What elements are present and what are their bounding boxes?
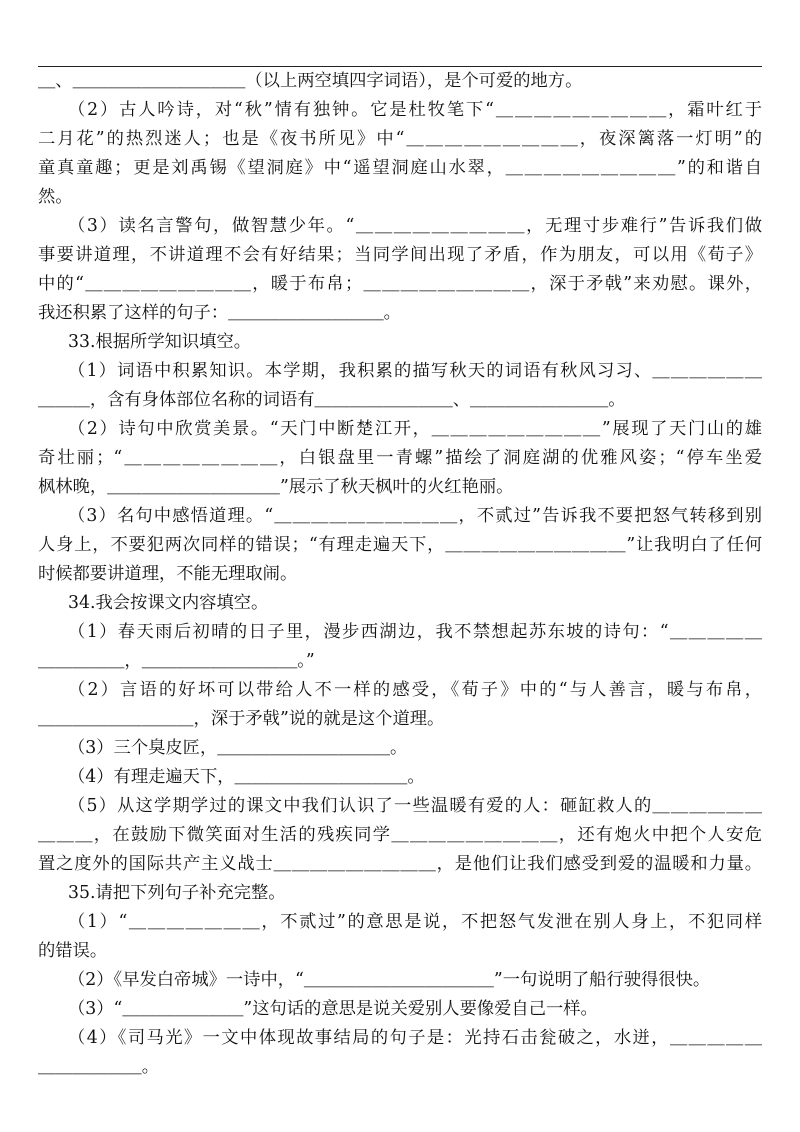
text-line: 枫林晚，＿＿＿＿＿＿＿＿＿＿”展示了秋天枫叶的火红艳丽。 bbox=[38, 477, 514, 497]
text-line: （2）古人吟诗，对“秋”情有独钟。它是杜牧笔下“＿＿＿＿＿＿＿＿＿，霜叶红于 bbox=[68, 100, 762, 120]
text-line: ＿＿＿＿＿＿＿＿＿，深于矛戟”说的就是这个道理。 bbox=[38, 709, 445, 729]
text-line: （3）读名言警句，做智慧少年。“＿＿＿＿＿＿＿＿＿，无理寸步难行”告诉我们做 bbox=[68, 216, 762, 236]
text-line: 童真童趣；更是刘禹锡《望洞庭》中“遥望洞庭山水翠，＿＿＿＿＿＿＿＿＿”的和谐自 bbox=[38, 158, 762, 178]
text-line: 奇壮丽；“＿＿＿＿＿＿＿＿，白银盘里一青螺”描绘了洞庭湖的优雅风姿；“停车坐爱 bbox=[38, 448, 762, 468]
header-rule bbox=[38, 66, 762, 67]
text-line: 人身上，不要犯两次同样的错误；“有理走遍天下，＿＿＿＿＿＿＿＿＿＿”让我明白了任何 bbox=[38, 535, 762, 555]
text-line: （1）词语中积累知识。本学期，我积累的描写秋天的词语有秋风习习、＿＿＿＿＿＿ bbox=[68, 361, 762, 381]
text-line: 然。 bbox=[38, 187, 73, 207]
text-line: （3）“＿＿＿＿＿＿＿”这句话的意思是说关爱别人要像爱自己一样。 bbox=[68, 999, 598, 1019]
text-line: 二月花”的热烈迷人；也是《夜书所见》中“＿＿＿＿＿＿＿＿＿，夜深篱落一灯明”的 bbox=[38, 129, 762, 149]
text-line: 置之度外的国际共产主义战士＿＿＿＿＿＿＿＿＿，是他们让我们感受到爱的温暖和力量。 bbox=[38, 854, 762, 874]
text-line: ＿、＿＿＿＿＿＿＿＿＿＿（以上两空填四字词语），是个可爱的地方。 bbox=[38, 71, 583, 91]
text-line: （4）《司马光》一文中体现故事结局的句子是：光持石击瓮破之，水迸，＿＿＿＿＿ bbox=[68, 1028, 762, 1048]
text-line: （1）“＿＿＿＿＿＿＿，不贰过”的意思是说，不把怒气发泄在别人身上，不犯同样 bbox=[68, 912, 762, 932]
text-line: ＿＿＿，含有身体部位名称的词语有＿＿＿＿＿＿＿＿、＿＿＿＿＿＿＿＿。 bbox=[38, 390, 626, 410]
text-line: （2）言语的好坏可以带给人不一样的感受，《荀子》中的“与人善言，暖与布帛， bbox=[68, 680, 762, 700]
text-line: （5）从这学期学过的课文中我们认识了一些温暖有爱的人：砸缸救人的＿＿＿＿＿＿ bbox=[68, 796, 762, 816]
text-line: （1）春天雨后初晴的日子里，漫步西湖边，我不禁想起苏东坡的诗句：“＿＿＿＿＿ bbox=[68, 622, 762, 642]
text-line: ＿＿＿＿＿，＿＿＿＿＿＿＿＿＿。” bbox=[38, 651, 315, 671]
text-line: 中的“＿＿＿＿＿＿＿＿＿，暖于布帛；＿＿＿＿＿＿＿＿＿，深于矛戟”来劝慰。课外， bbox=[38, 274, 762, 294]
text-line: ＿＿＿＿＿＿。 bbox=[38, 1057, 159, 1077]
section-heading: 35.请把下列句子补充完整。 bbox=[68, 883, 286, 903]
text-line: （3）名句中感悟道理。“＿＿＿＿＿＿＿＿＿＿，不贰过”告诉我不要把怒气转移到别 bbox=[68, 506, 762, 526]
text-line: 事要讲道理，不讲道理不会有好结果；当同学间出现了矛盾，作为朋友，可以用《荀子》 bbox=[38, 245, 762, 265]
text-line: 我还积累了这样的句子：＿＿＿＿＿＿＿＿＿。 bbox=[38, 303, 401, 323]
text-line: （2）诗句中欣赏美景。“天门中断楚江开，＿＿＿＿＿＿＿＿＿”展现了天门山的雄 bbox=[68, 419, 762, 439]
text-line: （2）《早发白帝城》一诗中，“＿＿＿＿＿＿＿＿＿＿＿”一句说明了船行驶得很快。 bbox=[68, 970, 711, 990]
text-line: ＿＿＿，在鼓励下微笑面对生活的残疾同学＿＿＿＿＿＿＿＿＿，还有炮火中把个人安危 bbox=[38, 825, 762, 845]
text-line: （3）三个臭皮匠，＿＿＿＿＿＿＿＿＿＿。 bbox=[68, 738, 408, 758]
section-heading: 34.我会按课文内容填空。 bbox=[68, 593, 269, 613]
text-line: （4）有理走遍天下，＿＿＿＿＿＿＿＿＿＿。 bbox=[68, 767, 425, 787]
text-line: 时候都要讲道理，不能无理取闹。 bbox=[38, 564, 298, 584]
text-line: 的错误。 bbox=[38, 941, 108, 961]
section-heading: 33.根据所学知识填空。 bbox=[68, 332, 252, 352]
